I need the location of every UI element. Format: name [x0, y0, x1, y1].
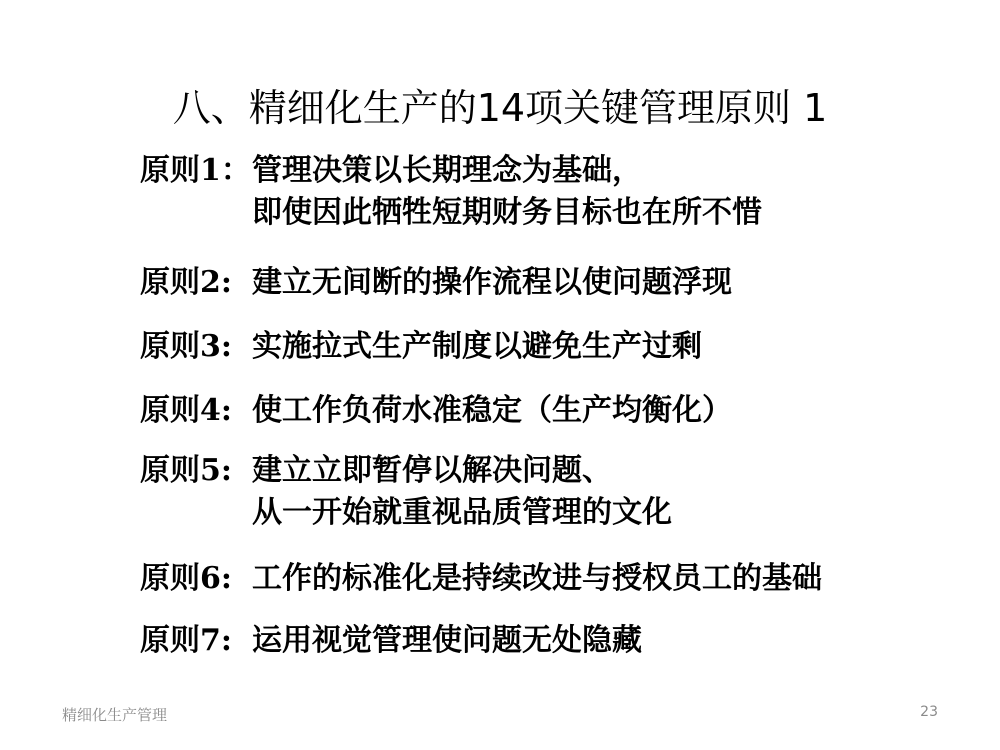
principle-4	[140, 390, 940, 432]
principle-text: 实施拉式生产制度以避免生产过剩	[252, 329, 702, 364]
footer-text: 精细化生产管理	[62, 706, 168, 724]
principle-label: 原则6:	[140, 561, 232, 596]
principle-text-continued: 从一开始就重视品质管理的文化	[252, 495, 672, 530]
principle-text: 使工作负荷水准稳定（生产均衡化）	[252, 393, 732, 428]
principle-label: 原则1：	[140, 153, 251, 188]
principle-label: 原则3:	[140, 329, 232, 364]
principle-text: 建立无间断的操作流程以使问题浮现	[252, 265, 732, 300]
principle-label: 原则4:	[140, 393, 232, 428]
slide-title: 八、精细化生产的14项关键管理原则 1	[172, 86, 828, 130]
page-number: 23	[920, 704, 938, 720]
principle-text: 建立立即暂停以解决问题、	[252, 453, 612, 488]
principle-label: 原则7:	[140, 623, 232, 658]
principle-7	[140, 620, 940, 662]
principle-5	[140, 450, 940, 534]
principle-label: 原则5:	[140, 453, 232, 488]
principle-2	[140, 262, 940, 304]
principle-text: 运用视觉管理使问题无处隐藏	[252, 623, 642, 658]
principle-1	[140, 150, 940, 234]
principle-3	[140, 326, 940, 368]
principle-text-continued: 即使因此牺牲短期财务目标也在所不惜	[252, 195, 762, 230]
principle-text: 管理决策以长期理念为基础，	[252, 153, 642, 188]
principle-label: 原则2:	[140, 265, 232, 300]
principle-6	[140, 558, 940, 600]
principle-text: 工作的标准化是持续改进与授权员工的基础	[252, 561, 822, 596]
